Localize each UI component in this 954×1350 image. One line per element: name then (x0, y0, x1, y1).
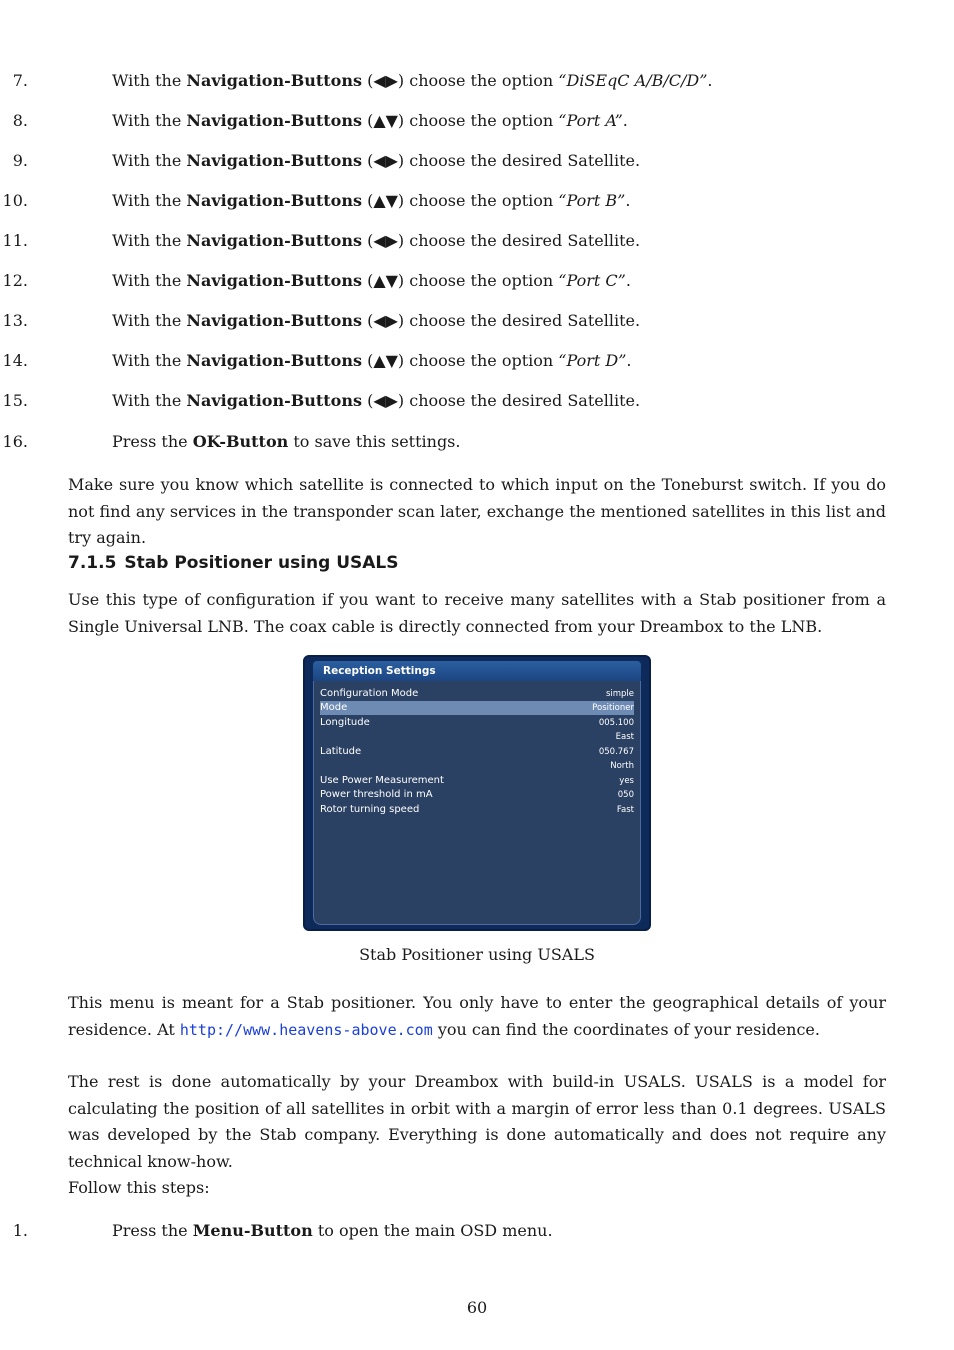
osd-title: Reception Settings (313, 661, 641, 681)
option-name: “DiSEqC A/B/C/D” (558, 71, 708, 90)
paragraph-usals: The rest is done automatically by your Dreambox with build-in USALS. USALS is a model for calculating the position of all satellites in orbit with a margin of error less than 0.1 degrees. USALS was developed by the Stab company. Everything is done automatically and does not require any technical know-how. (68, 1072, 886, 1171)
paragraph-menu (68, 990, 886, 1043)
list-item-text (112, 351, 632, 371)
list-item-text (112, 311, 640, 331)
paragraph-menu-text-a: This menu is meant for a Stab positioner. You only have to enter the geographical details of your residence. At (68, 993, 886, 1039)
list-item-text (112, 271, 631, 291)
list-item-suffix: . (707, 71, 713, 90)
osd-setting-row (320, 745, 634, 759)
button-name: Navigation-Buttons (186, 71, 362, 90)
list-item-number: 7. (12, 71, 28, 90)
arrow-icons: (▲▼) (367, 191, 405, 210)
section-number: 7.1.5 (68, 553, 117, 573)
page-number: 60 (466, 1298, 488, 1317)
list-item-prefix: With the (112, 271, 187, 290)
osd-setting-row (320, 774, 634, 788)
list-item-number: 12. (2, 271, 28, 290)
arrow-icons: (▲▼) (367, 351, 405, 370)
button-name: Navigation-Buttons (186, 111, 362, 130)
osd-setting-value: yes (619, 776, 634, 786)
list-item-suffix: . (625, 271, 631, 290)
list-item-number: 8. (12, 111, 28, 130)
osd-setting-label: Latitude (320, 746, 362, 757)
list-item-prefix: With the (112, 311, 187, 330)
section-heading (68, 551, 399, 575)
list-item-middle: choose the option (404, 71, 559, 90)
option-name: “Port C” (558, 271, 626, 290)
arrow-icons: (◀▶) (367, 311, 405, 330)
list-item-number: 15. (2, 391, 28, 410)
list-item-suffix: . (622, 111, 628, 130)
list-item-number: 16. (2, 432, 28, 451)
list-item-middle: choose the option (404, 271, 559, 290)
osd-setting-value: Positioner (592, 703, 634, 713)
arrow-icons: (◀▶) (367, 391, 405, 410)
list-item-middle: choose the desired Satellite. (404, 391, 641, 410)
list-item-middle: choose the desired Satellite. (404, 231, 641, 250)
osd-setting-label: Power threshold in mA (320, 789, 433, 800)
button-name: OK-Button (192, 432, 289, 451)
list-item-prefix: With the (112, 351, 187, 370)
button-name: Navigation-Buttons (186, 311, 362, 330)
list-item-prefix: With the (112, 151, 187, 170)
list-item-prefix: With the (112, 231, 187, 250)
button-name: Navigation-Buttons (186, 391, 362, 410)
osd-setting-value: 005.100 (598, 718, 634, 728)
figure-caption: Stab Positioner using USALS (359, 945, 595, 964)
paragraph-toneburst: Make sure you know which satellite is connected to which input on the Toneburst switch. If you do not find any services in the transponder scan later, exchange the mentioned satellites in this list and try again. (68, 475, 886, 547)
arrow-icons: (◀▶) (367, 231, 405, 250)
osd-setting-label: Configuration Mode (320, 688, 419, 699)
list-item-number: 13. (2, 311, 28, 330)
osd-screenshot (303, 655, 651, 931)
list-item-middle: choose the desired Satellite. (404, 151, 641, 170)
osd-setting-row (320, 701, 634, 715)
button-name: Menu-Button (192, 1221, 313, 1240)
list-item-text (112, 191, 630, 211)
osd-setting-row (320, 730, 634, 744)
arrow-icons: (◀▶) (367, 151, 405, 170)
list-item-prefix: With the (112, 71, 187, 90)
arrow-icons: (▲▼) (367, 271, 405, 290)
list-item-number: 11. (2, 231, 28, 250)
osd-setting-value: Fast (616, 805, 634, 815)
button-name: Navigation-Buttons (186, 191, 362, 210)
osd-setting-value: simple (605, 689, 634, 699)
list-item-number: 10. (2, 191, 28, 210)
osd-setting-value: North (610, 761, 634, 771)
list-item-number: 9. (12, 151, 28, 170)
paragraph-follow: Follow this steps: (68, 1178, 210, 1197)
list-item-text (112, 432, 460, 452)
list-item-prefix: With the (112, 391, 187, 410)
list-item-middle: choose the desired Satellite. (404, 311, 641, 330)
osd-setting-value: East (615, 732, 634, 742)
list-item-prefix: With the (112, 111, 187, 130)
osd-setting-row (320, 716, 634, 730)
arrow-icons: (◀▶) (367, 71, 405, 90)
section-title: Stab Positioner using USALS (124, 553, 399, 573)
list-item-middle: choose the option (404, 111, 559, 130)
list-item-middle: to save this settings. (288, 432, 461, 451)
list-item-prefix: Press the (112, 1221, 193, 1240)
osd-setting-row (320, 759, 634, 773)
list-item-middle: to open the main OSD menu. (312, 1221, 553, 1240)
heavens-above-link[interactable]: http://www.heavens-above.com (179, 1020, 433, 1039)
list-item-suffix: . (626, 351, 632, 370)
option-name: “Port D” (558, 351, 627, 370)
option-name: “Port B” (558, 191, 626, 210)
osd-setting-label: Use Power Measurement (320, 775, 444, 786)
list-item-text (112, 111, 628, 131)
list-item-number: 1. (12, 1221, 28, 1240)
list-item-text (112, 71, 712, 91)
osd-setting-row (320, 788, 634, 802)
osd-setting-label: Longitude (320, 717, 370, 728)
list-item-suffix: . (625, 191, 631, 210)
paragraph-menu-text-b: you can find the coordinates of your residence. (432, 1019, 820, 1039)
osd-setting-value: 050 (617, 790, 634, 800)
osd-settings-list (313, 681, 641, 925)
list-item-text (112, 1221, 553, 1241)
list-item-middle: choose the option (404, 191, 559, 210)
list-item-number: 14. (2, 351, 28, 370)
arrow-icons: (▲▼) (367, 111, 405, 130)
list-item-text (112, 231, 640, 251)
osd-setting-label: Rotor turning speed (320, 804, 420, 815)
osd-setting-row (320, 803, 634, 817)
button-name: Navigation-Buttons (186, 231, 362, 250)
list-item-prefix: With the (112, 191, 187, 210)
button-name: Navigation-Buttons (186, 271, 362, 290)
list-item-middle: choose the option (404, 351, 559, 370)
button-name: Navigation-Buttons (186, 151, 362, 170)
osd-setting-value: 050.767 (598, 747, 634, 757)
list-item-prefix: Press the (112, 432, 193, 451)
option-name: “Port A” (558, 111, 623, 130)
list-item-text (112, 151, 640, 171)
button-name: Navigation-Buttons (186, 351, 362, 370)
paragraph-intro: Use this type of configuration if you want to receive many satellites with a Stab positioner from a Single Universal LNB. The coax cable is directly connected from your Dreambox to the LNB. (68, 590, 886, 636)
osd-setting-row (320, 687, 634, 701)
osd-setting-label: Mode (320, 702, 348, 713)
list-item-text (112, 391, 640, 411)
